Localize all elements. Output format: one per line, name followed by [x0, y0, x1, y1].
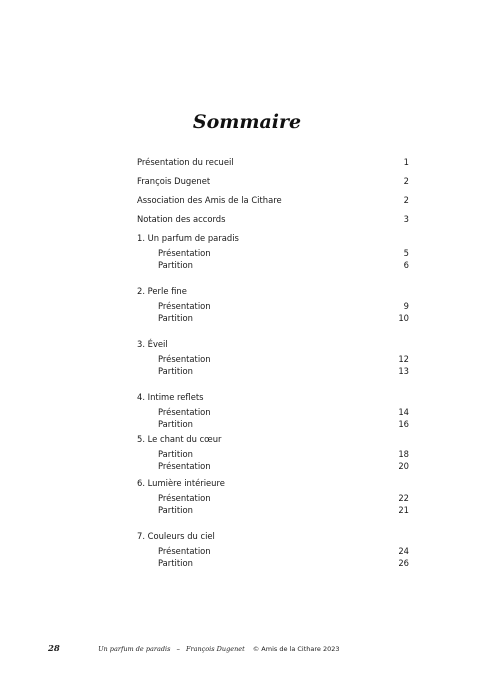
toc-subentry	[137, 504, 409, 516]
subentry-page: 26	[398, 558, 409, 568]
subentry-page: 6	[403, 260, 409, 270]
subentry-page: 9	[403, 301, 409, 311]
toc-subentry	[137, 406, 409, 418]
section-heading-label: 2. Perle fine	[137, 286, 187, 296]
toc-entry-page: 2	[403, 195, 409, 205]
subentry-page: 16	[398, 419, 409, 429]
toc-entry-page: 1	[403, 157, 409, 167]
toc-entry	[137, 194, 409, 206]
toc-section-heading	[137, 433, 409, 445]
subentry-page: 5	[403, 248, 409, 258]
toc-subentry	[137, 492, 409, 504]
subentry-label: Partition	[158, 366, 193, 376]
toc-entry-label: François Dugenet	[137, 176, 211, 186]
toc-entry-page: 2	[403, 176, 409, 186]
subentry-page: 14	[398, 407, 409, 417]
toc-section-heading	[137, 530, 409, 542]
toc-section-heading	[137, 232, 409, 244]
toc-entry	[137, 156, 409, 168]
toc-subentry	[137, 353, 409, 365]
subentry-page: 21	[398, 505, 409, 515]
toc-subentry	[137, 365, 409, 377]
page-title: Sommaire	[192, 111, 302, 133]
subentry-label: Présentation	[158, 493, 211, 503]
subentry-page: 18	[398, 449, 409, 459]
toc-entry-label: Notation des accords	[137, 214, 226, 224]
subentry-label: Présentation	[158, 248, 211, 258]
subentry-page: 10	[398, 313, 409, 323]
subentry-label: Partition	[158, 313, 193, 323]
subentry-page: 13	[398, 366, 409, 376]
section-heading-label: 1. Un parfum de paradis	[137, 233, 239, 243]
subentry-label: Présentation	[158, 301, 211, 311]
toc-entry	[137, 213, 409, 225]
toc-subentry	[137, 448, 409, 460]
section-heading-label: 4. Intime reflets	[137, 392, 204, 402]
toc-section-heading	[137, 477, 409, 489]
page-number: 28	[48, 644, 60, 654]
section-heading-label: 3. Éveil	[137, 339, 168, 349]
table-of-contents	[137, 156, 409, 569]
toc-entry-label: Présentation du recueil	[137, 157, 234, 167]
section-heading-label: 5. Le chant du cœur	[137, 434, 222, 444]
subentry-page: 24	[398, 546, 409, 556]
subentry-label: Présentation	[158, 354, 211, 364]
toc-section-heading	[137, 338, 409, 350]
section-heading-label: 6. Lumière intérieure	[137, 478, 225, 488]
subentry-label: Partition	[158, 558, 193, 568]
toc-subentry	[137, 557, 409, 569]
subentry-label: Présentation	[158, 407, 211, 417]
subentry-label: Partition	[158, 260, 193, 270]
toc-entry-label: Association des Amis de la Cithare	[137, 195, 282, 205]
toc-section-heading	[137, 285, 409, 297]
section-heading-label: 7. Couleurs du ciel	[137, 531, 215, 541]
toc-section-heading	[137, 391, 409, 403]
subentry-label: Présentation	[158, 461, 211, 471]
toc-subentry	[137, 460, 409, 472]
page-footer	[48, 644, 340, 654]
subentry-label: Partition	[158, 505, 193, 515]
toc-subentry	[137, 247, 409, 259]
toc-subentry	[137, 259, 409, 271]
footer-author: François Dugenet	[185, 645, 245, 653]
toc-entry-page: 3	[403, 214, 409, 224]
toc-subentry	[137, 418, 409, 430]
subentry-label: Présentation	[158, 546, 211, 556]
subentry-page: 20	[398, 461, 409, 471]
footer-work-title: Un parfum de paradis	[98, 645, 171, 653]
toc-entry	[137, 175, 409, 187]
footer-separator: –	[176, 645, 180, 653]
toc-subentry	[137, 545, 409, 557]
footer-copyright: © Amis de la Cithare 2023	[252, 645, 340, 653]
subentry-label: Partition	[158, 449, 193, 459]
toc-subentry	[137, 300, 409, 312]
subentry-label: Partition	[158, 419, 193, 429]
subentry-page: 22	[398, 493, 409, 503]
subentry-page: 12	[398, 354, 409, 364]
toc-subentry	[137, 312, 409, 324]
